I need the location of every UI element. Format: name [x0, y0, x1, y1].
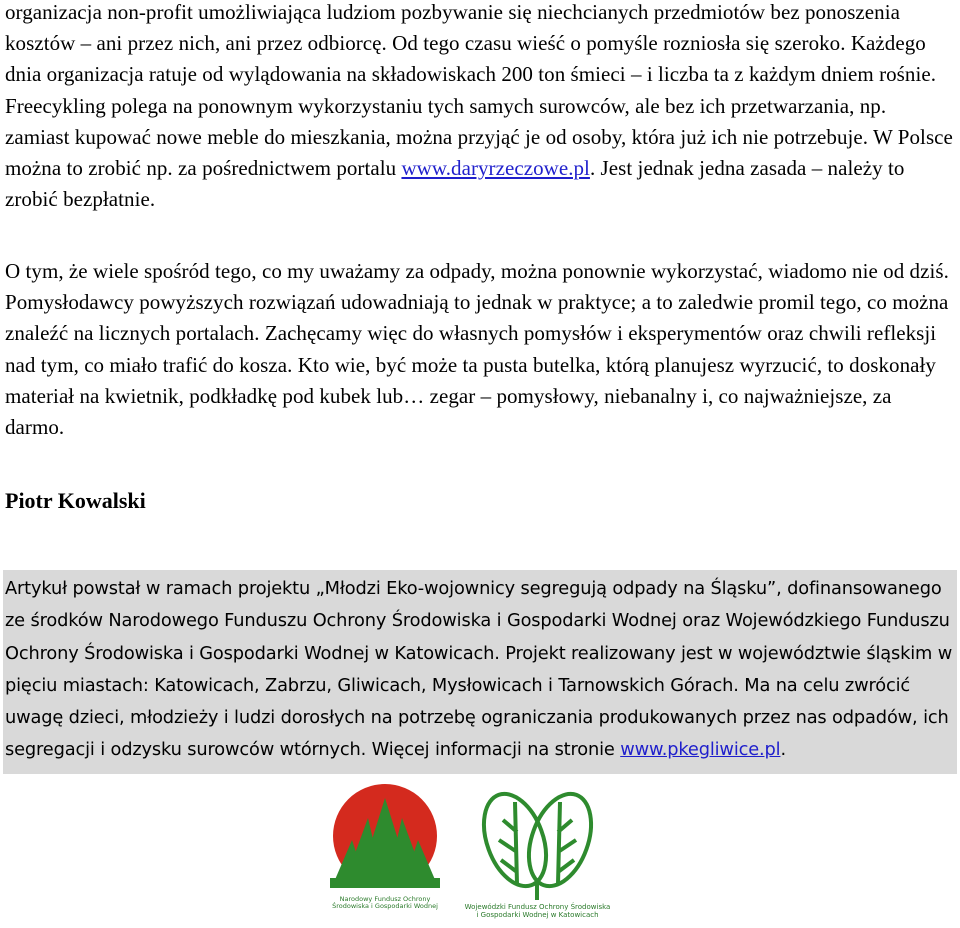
wfosigw-logo: [455, 780, 620, 928]
nfosigw-logo: [320, 778, 450, 928]
wfosigw-leaves-icon: [455, 780, 620, 902]
wfosigw-caption: [455, 904, 620, 919]
wfosigw-caption-line-2: i Gospodarki Wodnej w Katowicach: [476, 910, 599, 919]
article-paragraph-2: O tym, że wiele spośród tego, co my uważamy za odpady, można ponownie wykorzystać, wiadomo nie od dziś. Pomysłodawcy powyższych rozwiązań udowadniają to jednak w praktyce; a to zaledwie promil tego, co można znaleźć na licznych portalach. Zachęcamy więc do własnych pomysłów i eksperymentów oraz chwili refleksji nad tym, co miało trafić do kosza. Kto wie, być może ta pusta butelka, którą planujesz wyrzucić, to doskonały materiał na kwietnik, podkładkę pod kubek lub… zegar – pomysłowy, niebanalny i, co najważniejsze, za darmo.: [5, 259, 949, 440]
project-info-body: Artykuł powstał w ramach projektu „Młodzi Eko-wojownicy segregują odpady na Śląsku”, dofinansowanego ze środków Narodowego Funduszu Ochrony Środowiska i Gospodarki Wodnej oraz Wojewódzkiego Funduszu Ochrony Środowiska i Gospodarki Wodnej w Katowicach. Projekt realizowany jest w województwie śląskim w pięciu miastach: Katowicach, Zabrzu, Gliwicach, Mysłowicach i Tarnowskich Górach. Ma na celu zwrócić uwagę dzieci, młodzieży i ludzi dorosłych na potrzebę ograniczania produkowanych przez nas odpadów, ich segregacji i odzysku surowców wtórnych. Więcej informacji na stronie: [5, 578, 953, 761]
pkegliwice-link[interactable]: www.pkegliwice.pl: [620, 739, 781, 761]
nfosigw-caption-line-1: Narodowy Fundusz Ochrony: [339, 895, 431, 903]
nfosigw-caption-line-2: Środowiska i Gospodarki Wodnej: [332, 902, 438, 911]
paragraph-1-text-end: . Jest jednak jedna zasada – należy to zrobić bezpłatnie.: [5, 156, 905, 212]
author-name: Piotr Kowalski: [5, 488, 146, 513]
project-info-box: [3, 570, 957, 774]
daryrzeczowe-link[interactable]: www.daryrzeczowe.pl: [401, 156, 590, 181]
article-paragraph-1: [5, 0, 955, 215]
sponsor-logos: [320, 778, 620, 928]
paragraph-1-text: organizacja non-profit umożliwiająca ludziom pozbywanie się niechcianych przedmiotów bez ponoszenia kosztów – ani przez nich, ani przez odbiorcę. Od tego czasu wieść o pomyśle rozniosła się szeroko. Każdego dnia organizacja ratuje od wylądowania na składowiskach 200 ton śmieci – i liczba ta z każdym dniem rośnie. Freecykling polega na ponownym wykorzystaniu tych samych surowców, ale bez ich przetwarzania, np. zamiast kupować nowe meble do mieszkania, można przyjąć je od osoby, która już ich nie potrzebuje. W Polsce można to zrobić np. za pośrednictwem portalu: [5, 0, 953, 181]
nfosigw-caption: [320, 896, 450, 910]
nfosigw-emblem-icon: [320, 778, 450, 890]
wfosigw-caption-line-1: Wojewódzki Fundusz Ochrony Środowiska: [464, 903, 611, 911]
project-info-text: [5, 573, 955, 767]
project-info-end: .: [780, 739, 786, 761]
